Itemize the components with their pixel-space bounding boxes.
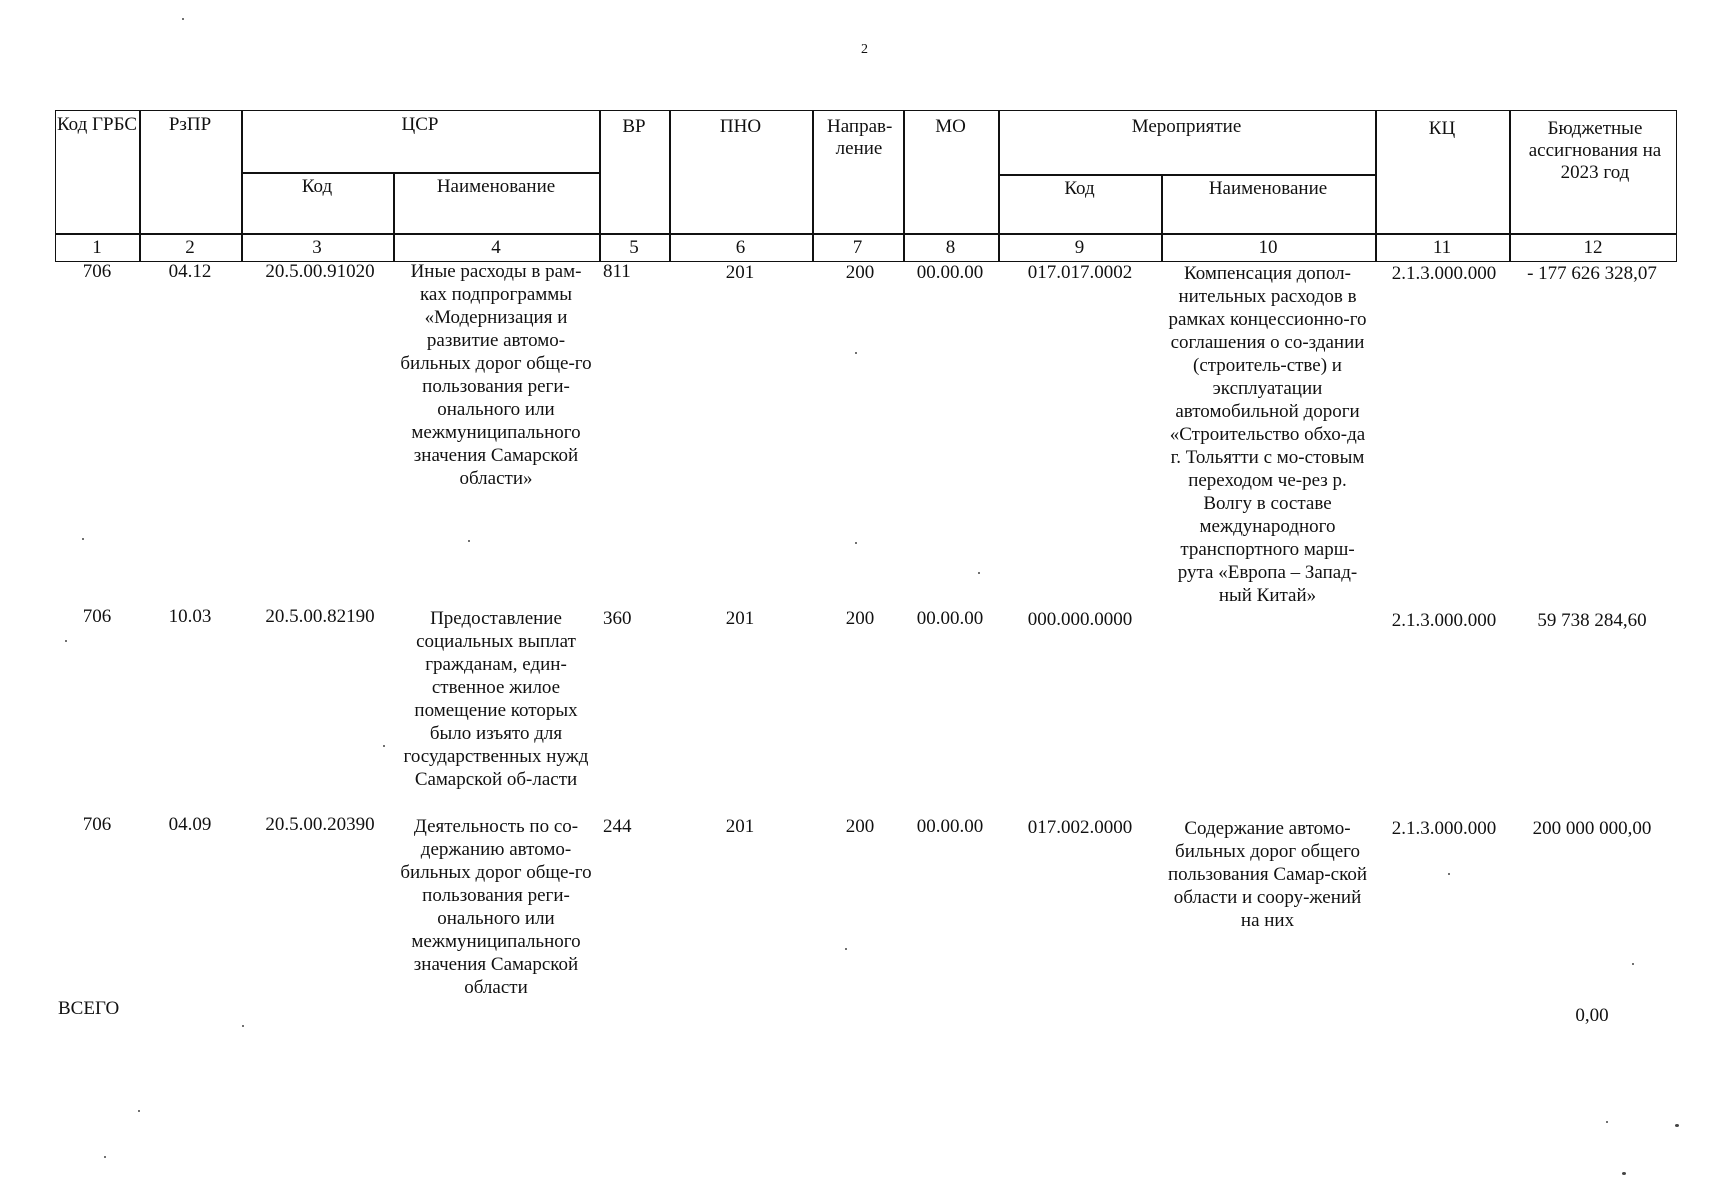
divider: [241, 172, 599, 174]
scan-speck: [855, 542, 857, 544]
scan-speck: [138, 1110, 140, 1112]
cell-amount: 200 000 000,00: [1532, 818, 1652, 839]
cell-amount: 59 738 284,60: [1537, 610, 1647, 631]
cell-rzpr: 10.03: [168, 606, 212, 627]
scan-speck: [383, 745, 385, 747]
col-num: 5: [629, 237, 639, 258]
scan-speck: [104, 1156, 106, 1158]
cell-mer-name: Содержание автомо-бильных дорог общего пользования Самар-ской области и соору-жений на них: [1167, 818, 1368, 931]
cell-mer-kod: 017.002.0000: [1027, 817, 1133, 838]
cell-vr: 811: [603, 261, 631, 282]
col-num: 9: [1074, 237, 1085, 258]
total-label: ВСЕГО: [58, 998, 120, 1019]
header-pno: ПНО: [719, 116, 762, 137]
cell-mo: 00.00.00: [916, 816, 984, 837]
scan-speck: [1606, 1121, 1608, 1123]
cell-pno: 201: [725, 816, 755, 837]
header-vr: ВР: [622, 116, 646, 137]
col-num: 8: [945, 237, 956, 258]
col-num: 10: [1258, 237, 1278, 258]
divider: [998, 174, 1375, 176]
cell-grbs: 706: [82, 261, 112, 282]
scan-speck: [1622, 1172, 1626, 1175]
header-rzpr: РзПР: [168, 114, 212, 135]
cell-mo: 00.00.00: [916, 608, 984, 629]
scan-speck: [1675, 1124, 1679, 1127]
col-num: 1: [92, 237, 102, 258]
cell-csr: 20.5.00.82190: [265, 606, 375, 627]
col-num: 11: [1432, 237, 1452, 258]
header-csr-name: Наименование: [436, 176, 556, 197]
cell-vr: 360: [603, 608, 632, 629]
header-kc: КЦ: [1428, 118, 1456, 139]
total-amount: 0,00: [1575, 1005, 1609, 1026]
table-header: [55, 110, 1677, 262]
cell-csr-name: Иные расходы в рам-ках подпрограммы «Модернизация и развитие автомо-бильных дорог обще-го пользования реги-онального или межмуниципального значения Самарской области»: [400, 261, 592, 489]
scan-speck: [1448, 873, 1450, 875]
scan-speck: [845, 948, 847, 950]
cell-rzpr: 04.12: [168, 261, 212, 282]
header-mer-name: Наименование: [1208, 178, 1328, 199]
scan-speck: [1632, 963, 1634, 965]
cell-vr: 244: [603, 816, 632, 837]
scan-speck: [468, 540, 470, 542]
cell-napr: 200: [845, 262, 875, 283]
cell-pno: 201: [725, 608, 755, 629]
cell-grbs: 706: [82, 814, 112, 835]
scan-speck: [182, 18, 184, 20]
cell-mer-name: Компенсация допол-нительных расходов в рамках концессионно-го соглашения о со-здании (строитель-стве) и эксплуатации автомобильной дороги «Строительство обхо-да г. Тольятти с мо-стовым переходом че-рез р. Волгу в составе международного транспортного марш-рута «Европа – Запад-ный Китай»: [1168, 263, 1367, 606]
divider: [55, 233, 1677, 235]
scan-speck: [978, 572, 980, 574]
header-kod-grbs: Код ГРБС: [56, 114, 138, 135]
col-num: 3: [312, 237, 322, 258]
cell-csr: 20.5.00.20390: [265, 814, 375, 835]
cell-pno: 201: [725, 262, 755, 283]
header-mo: МО: [935, 116, 966, 137]
scan-speck: [855, 352, 857, 354]
cell-kc: 2.1.3.000.000: [1391, 610, 1497, 631]
cell-amount: - 177 626 328,07: [1527, 263, 1657, 284]
col-num: 7: [852, 237, 863, 258]
cell-mo: 00.00.00: [916, 262, 984, 283]
cell-csr-name: Предоставление социальных выплат гражданам, един-ственное жилое помещение которых было изъято для государственных нужд Самарской об-ласти: [403, 608, 589, 790]
scan-speck: [65, 640, 67, 642]
cell-napr: 200: [845, 816, 875, 837]
cell-mer-kod: 000.000.0000: [1027, 609, 1133, 630]
header-budget: Бюджетные ассигнования на 2023 год: [1528, 118, 1662, 183]
scan-speck: [242, 1025, 244, 1027]
page-number: 2: [861, 42, 868, 57]
cell-grbs: 706: [82, 606, 112, 627]
cell-csr: 20.5.00.91020: [265, 261, 375, 282]
col-num: 6: [735, 237, 746, 258]
col-num: 12: [1583, 237, 1603, 258]
col-num: 4: [491, 237, 501, 258]
cell-csr-name: Деятельность по со-держанию автомо-бильных дорог обще-го пользования реги-онального или межмуниципального значения Самарской области: [400, 816, 592, 998]
header-meropriyatie: Мероприятие: [1131, 116, 1242, 137]
cell-kc: 2.1.3.000.000: [1391, 263, 1497, 284]
header-csr: ЦСР: [401, 114, 439, 135]
col-num: 2: [185, 237, 195, 258]
scan-speck: [82, 538, 84, 540]
cell-napr: 200: [845, 608, 875, 629]
header-csr-kod: Код: [301, 176, 333, 197]
cell-kc: 2.1.3.000.000: [1391, 818, 1497, 839]
cell-rzpr: 04.09: [168, 814, 212, 835]
header-napravlenie: Направ-ление: [827, 116, 893, 159]
cell-mer-kod: 017.017.0002: [1027, 262, 1133, 283]
header-mer-kod: Код: [1064, 178, 1095, 199]
